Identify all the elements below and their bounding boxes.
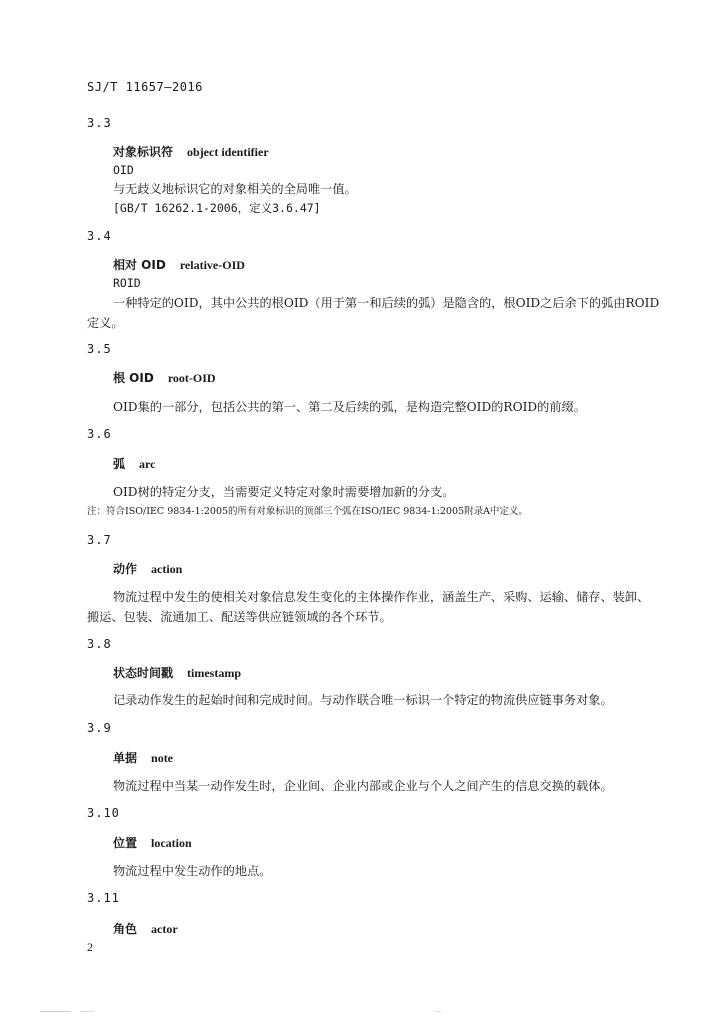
term-abbreviation: ROID — [113, 276, 141, 290]
clause-number: 3.8 — [87, 637, 112, 651]
term-chinese: 动作 — [113, 562, 138, 576]
term-chinese: 单据 — [113, 751, 138, 765]
definition-text: 物流过程中发生动作的地点。 — [113, 864, 272, 878]
term-english: note — [151, 751, 174, 765]
clause-number: 3.10 — [87, 806, 120, 820]
page-number: 2 — [87, 940, 93, 954]
term-chinese: 根 OID — [113, 371, 154, 385]
definition-text: 物流过程中发生的使相关对象信息发生变化的主体操作作业，涵盖生产、采购、运输、储存、装卸、 — [113, 590, 650, 604]
term-chinese: 角色 — [113, 922, 138, 936]
term-chinese: 相对 OID — [113, 258, 166, 272]
definition-note: 注：符合ISO/IEC 9834-1:2005的所有对象标识的顶部三个弧在ISO/IEC 9834-1:2005附录A中定义。 — [87, 506, 528, 517]
term-abbreviation: OID — [113, 163, 134, 177]
definition-text: 一种特定的OID，其中公共的根OID（用于第一和后续的弧）是隐含的，根OID之后余下的弧由ROID — [113, 296, 660, 310]
term-chinese: 弧 — [113, 457, 126, 471]
term-chinese: 位置 — [113, 836, 138, 850]
term-heading — [113, 455, 155, 472]
term-heading — [113, 664, 241, 681]
clause-number: 3.7 — [87, 533, 112, 547]
term-english: arc — [139, 457, 156, 471]
term-heading — [113, 834, 192, 851]
clause-number: 3.4 — [87, 229, 112, 243]
clause-number: 3.6 — [87, 427, 112, 441]
term-english: action — [151, 562, 183, 576]
term-heading — [113, 256, 245, 273]
clause-number: 3.5 — [87, 342, 112, 356]
definition-source: [GB/T 16262.1-2006，定义3.6.47] — [113, 201, 321, 215]
term-english: object identifier — [187, 145, 269, 159]
term-english: timestamp — [187, 666, 242, 680]
term-english: root-OID — [167, 371, 216, 385]
definition-text: OID集的一部分，包括公共的第一、第二及后续的弧，是构造完整OID的ROID的前缀。 — [113, 400, 586, 414]
scan-artifact-marks — [40, 1010, 680, 1014]
clause-number: 3.11 — [87, 891, 120, 905]
term-chinese: 对象标识符 — [113, 145, 174, 159]
definition-text-continued: 定义。 — [87, 316, 124, 330]
term-heading — [113, 369, 216, 386]
standard-code-header: SJ/T 11657—2016 — [87, 80, 203, 94]
definition-text: 记录动作发生的起始时间和完成时间。与动作联合唯一标识一个特定的物流供应链事务对象。 — [113, 693, 613, 707]
term-chinese: 状态时间戳 — [113, 666, 174, 680]
term-heading — [113, 920, 178, 937]
term-heading — [113, 143, 269, 160]
clause-number: 3.9 — [87, 721, 112, 735]
definition-text: OID树的特定分支，当需要定义特定对象时需要增加新的分支。 — [113, 485, 455, 499]
term-english: relative-OID — [179, 258, 245, 272]
term-heading — [113, 560, 182, 577]
term-english: actor — [151, 922, 178, 936]
definition-text: 与无歧义地标识它的对象相关的全局唯一值。 — [113, 182, 357, 196]
term-heading — [113, 749, 173, 766]
definition-text: 物流过程中当某一动作发生时，企业间、企业内部或企业与个人之间产生的信息交换的载体。 — [113, 779, 613, 793]
term-english: location — [151, 836, 192, 850]
definition-text-continued: 搬运、包装、流通加工、配送等供应链领域的各个环节。 — [87, 610, 392, 624]
clause-number: 3.3 — [87, 116, 112, 130]
